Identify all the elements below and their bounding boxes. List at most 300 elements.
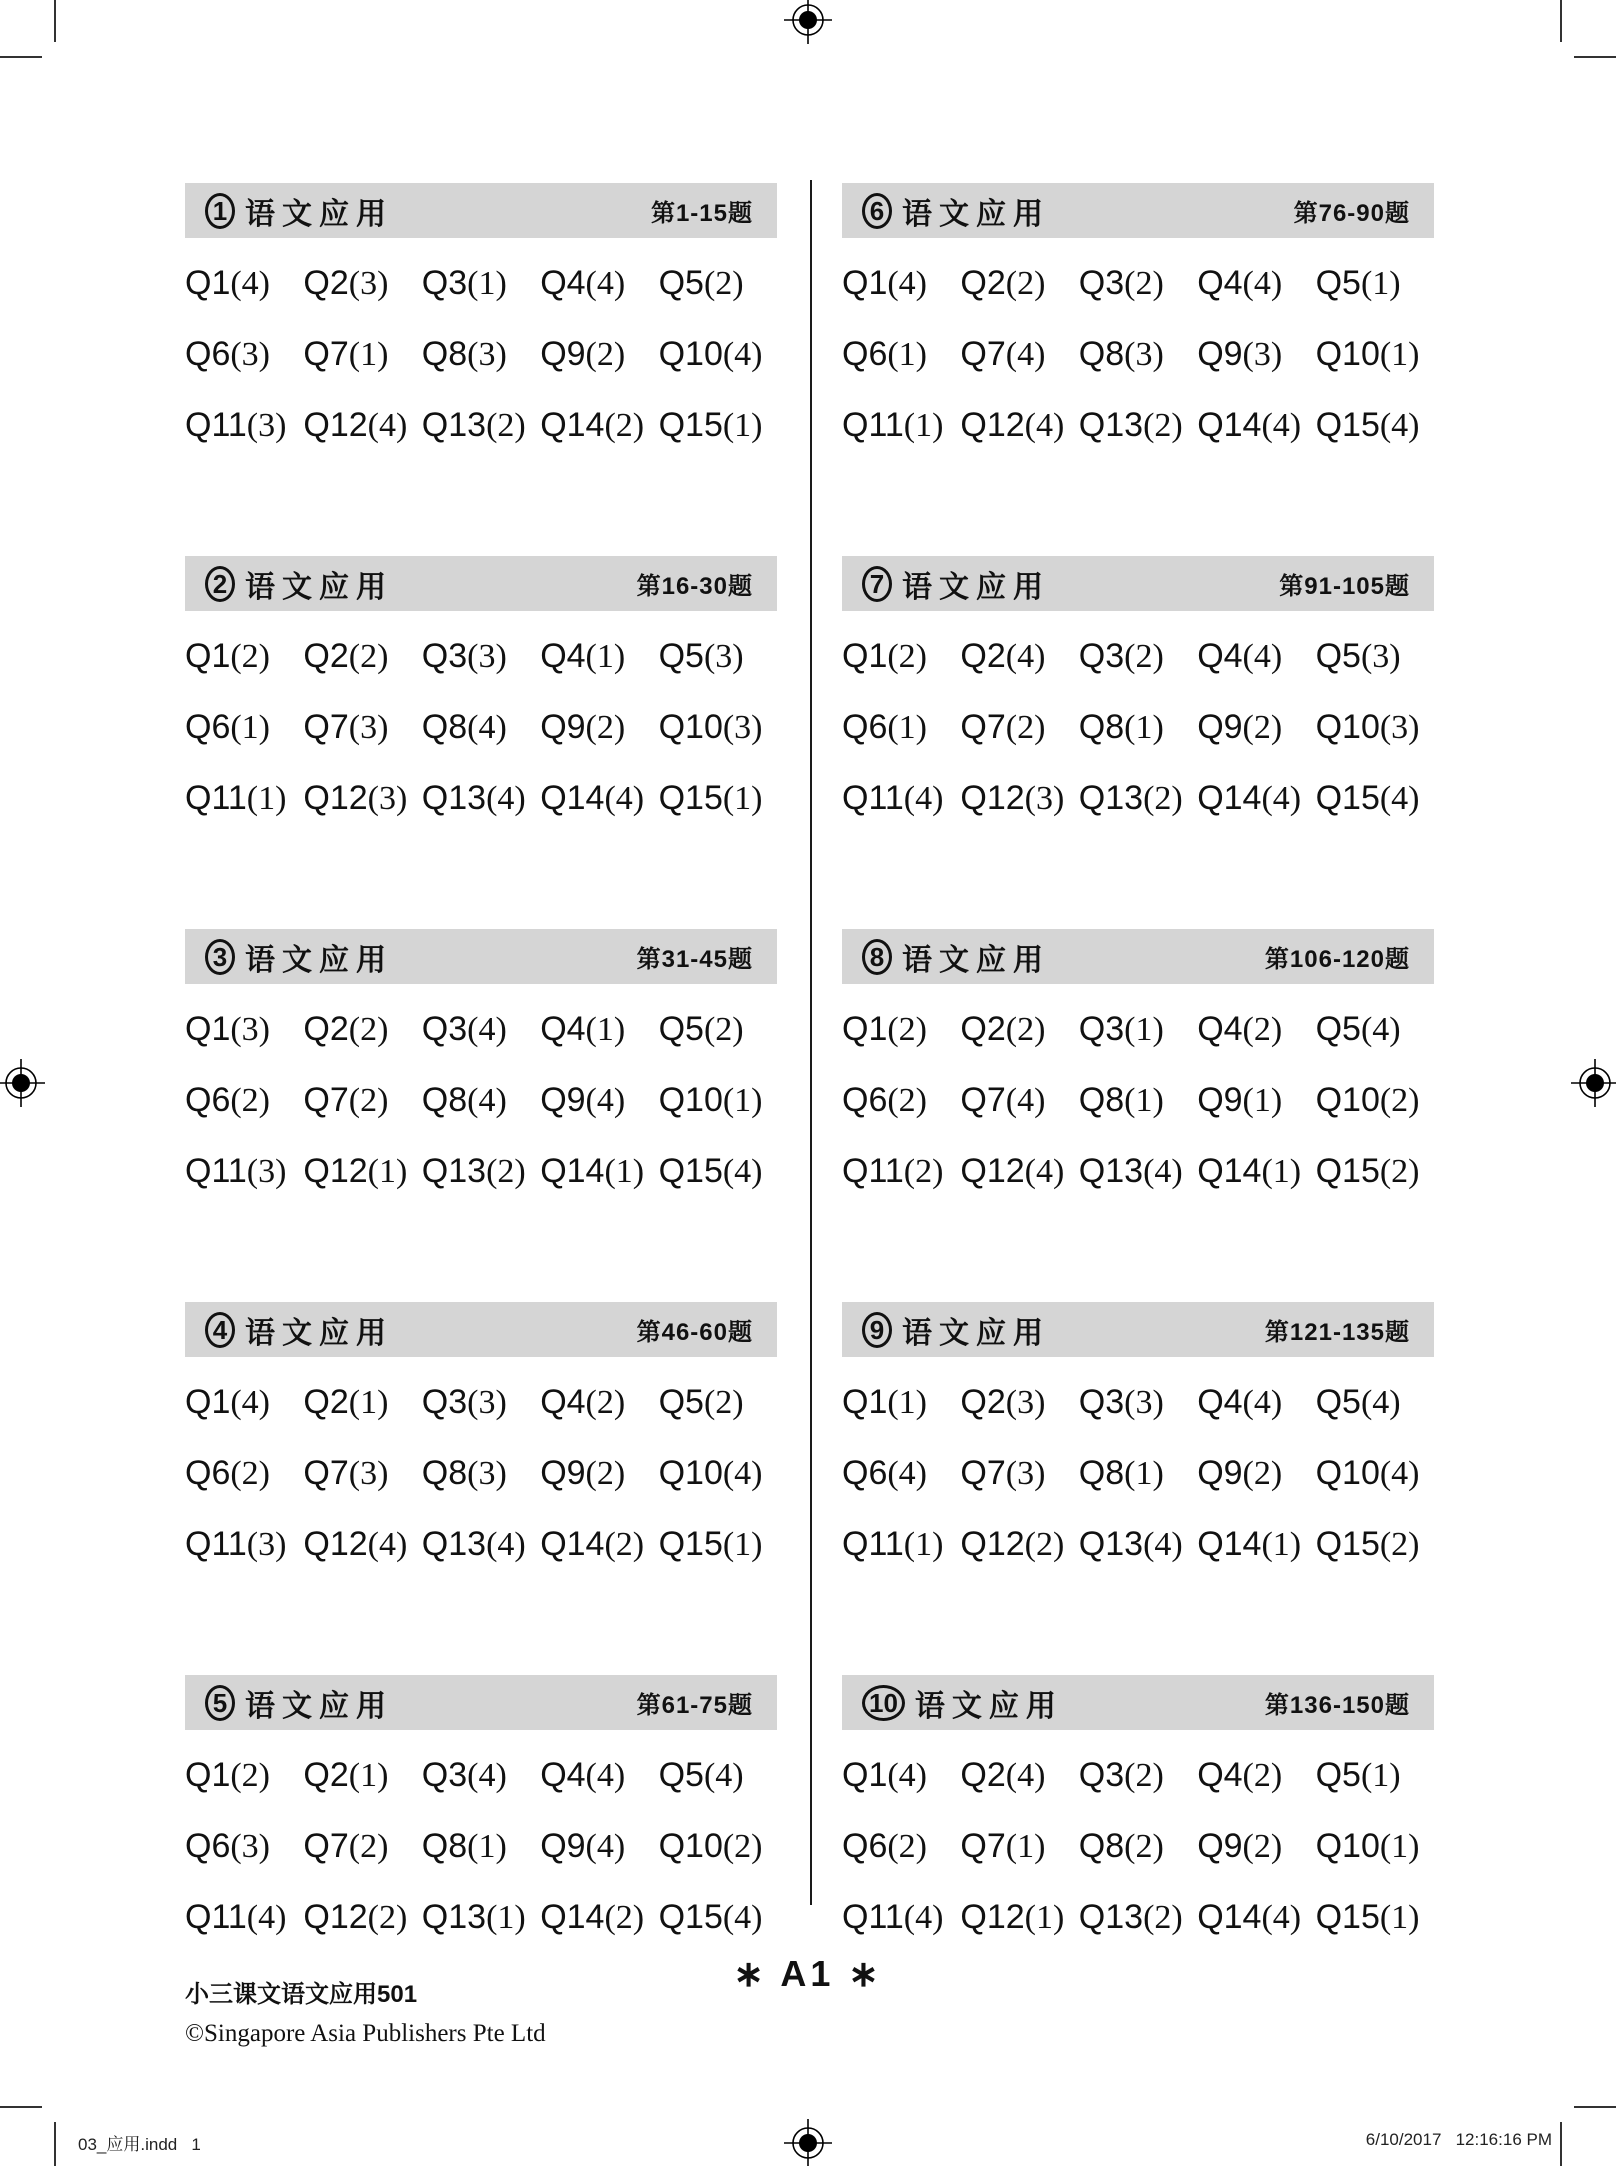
question-label: Q13 — [1078, 1898, 1144, 1936]
answer-value: (3) — [246, 1153, 287, 1190]
answer-cell — [659, 1455, 777, 1492]
answer-value: (2) — [348, 1828, 389, 1865]
question-label: Q5 — [1315, 1383, 1361, 1421]
answer-value: (1) — [722, 1082, 763, 1119]
question-label: Q8 — [1078, 1454, 1125, 1492]
question-label: Q9 — [1197, 335, 1243, 373]
question-label: Q12 — [303, 406, 368, 444]
answer-cell — [303, 1455, 421, 1492]
answer-grid — [842, 638, 1434, 817]
answer-value: (1) — [1242, 1082, 1283, 1119]
answer-cell — [842, 1153, 960, 1190]
question-label: Q10 — [658, 1827, 723, 1865]
answer-value: (2) — [230, 638, 271, 675]
answer-cell — [1316, 1082, 1434, 1119]
answer-cell — [1079, 1757, 1197, 1794]
answer-value: (1) — [348, 1757, 389, 1794]
question-label: Q2 — [303, 1383, 349, 1421]
question-label: Q6 — [185, 1827, 231, 1865]
answer-cell — [1197, 780, 1315, 817]
question-label: Q8 — [421, 1827, 468, 1865]
answer-cell — [1197, 709, 1315, 746]
answer-cell — [842, 1899, 960, 1936]
answer-value: (3) — [348, 1455, 389, 1492]
answer-cell — [185, 638, 303, 675]
answer-value: (2) — [367, 1899, 408, 1936]
question-label: Q5 — [1315, 1010, 1361, 1048]
answer-cell — [1316, 1828, 1434, 1865]
section-header-bar — [842, 556, 1434, 611]
answer-value: (4) — [1360, 1384, 1401, 1421]
question-label: Q11 — [185, 1525, 247, 1563]
answer-value: (2) — [1242, 709, 1283, 746]
question-label: Q10 — [658, 708, 723, 746]
question-label: Q1 — [185, 637, 231, 675]
section-title: 语文应用 — [902, 570, 1050, 604]
question-label: Q7 — [960, 1454, 1006, 1492]
answer-cell — [1079, 1011, 1197, 1048]
answer-value: (1) — [1124, 1082, 1164, 1119]
question-label: Q12 — [960, 1152, 1025, 1190]
answer-value: (4) — [722, 1899, 763, 1936]
answer-value: (4) — [1143, 1526, 1183, 1563]
question-label: Q6 — [185, 708, 231, 746]
question-label: Q10 — [1315, 708, 1380, 746]
answer-value: (2) — [1379, 1153, 1420, 1190]
answer-value: (3) — [348, 709, 389, 746]
answer-cell — [303, 336, 421, 373]
question-label: Q15 — [658, 779, 723, 817]
answer-value: (3) — [1124, 1384, 1164, 1421]
question-label: Q1 — [842, 264, 888, 302]
answer-value: (1) — [585, 1011, 626, 1048]
question-label: Q4 — [540, 1756, 586, 1794]
answer-value: (1) — [903, 1526, 944, 1563]
question-label: Q12 — [303, 1152, 368, 1190]
question-label: Q13 — [1078, 779, 1144, 817]
question-label: Q14 — [540, 1152, 605, 1190]
section-header-bar — [185, 1675, 777, 1730]
answer-value: (1) — [1005, 1828, 1046, 1865]
answer-value: (1) — [1124, 1455, 1164, 1492]
answer-cell — [1079, 1828, 1197, 1865]
answer-cell — [842, 336, 960, 373]
trim-mark — [54, 0, 56, 42]
answer-cell — [1079, 1455, 1197, 1492]
answer-cell — [1079, 1384, 1197, 1421]
answer-cell — [842, 1384, 960, 1421]
answer-cell — [1316, 1526, 1434, 1563]
question-label: Q6 — [842, 708, 888, 746]
answer-cell — [842, 780, 960, 817]
question-label: Q2 — [960, 1010, 1006, 1048]
section-number-badge: 5 — [205, 1685, 235, 1721]
question-label: Q14 — [1197, 1898, 1262, 1936]
question-label: Q9 — [540, 335, 586, 373]
answer-cell — [960, 1153, 1078, 1190]
answer-cell — [659, 1757, 777, 1794]
answer-value: (4) — [1242, 638, 1283, 675]
question-label: Q11 — [842, 1525, 904, 1563]
answer-cell — [1316, 1011, 1434, 1048]
answer-value: (2) — [1143, 1899, 1183, 1936]
answer-cell — [185, 1082, 303, 1119]
answer-value: (1) — [722, 780, 763, 817]
question-label: Q5 — [658, 264, 704, 302]
answer-value: (2) — [887, 1011, 928, 1048]
answer-value: (1) — [1379, 1899, 1420, 1936]
section-title: 语文应用 — [245, 570, 393, 604]
section-number-badge: 7 — [862, 566, 892, 602]
answer-value: (4) — [1143, 1153, 1183, 1190]
answer-value: (4) — [903, 780, 944, 817]
answer-cell — [1316, 1757, 1434, 1794]
answer-cell — [1079, 407, 1197, 444]
answer-cell — [842, 1011, 960, 1048]
answer-cell — [540, 1384, 658, 1421]
answer-key-column-left — [185, 183, 777, 2048]
answer-cell — [422, 336, 540, 373]
answer-cell — [1316, 1899, 1434, 1936]
question-label: Q1 — [185, 1010, 231, 1048]
print-slug-filename: 03_应用.indd 1 — [78, 2135, 201, 2154]
answer-value: (4) — [467, 1082, 507, 1119]
section-number-badge: 4 — [205, 1312, 235, 1348]
answer-cell — [422, 780, 540, 817]
question-label: Q15 — [1315, 779, 1380, 817]
answer-cell — [540, 407, 658, 444]
answer-cell — [659, 638, 777, 675]
question-label: Q6 — [842, 1827, 888, 1865]
answer-cell — [185, 780, 303, 817]
answer-value: (2) — [1242, 1011, 1283, 1048]
answer-value: (2) — [230, 1455, 271, 1492]
answer-cell — [659, 780, 777, 817]
answer-cell — [540, 1082, 658, 1119]
answer-value: (4) — [887, 265, 928, 302]
answer-value: (4) — [722, 1455, 763, 1492]
section-title: 语文应用 — [245, 1316, 393, 1350]
answer-cell — [1316, 336, 1434, 373]
answer-cell — [659, 1828, 777, 1865]
answer-value: (3) — [367, 780, 408, 817]
question-label: Q11 — [185, 1152, 247, 1190]
question-label: Q15 — [658, 1525, 723, 1563]
answer-cell — [1079, 1153, 1197, 1190]
question-label: Q3 — [1078, 1756, 1125, 1794]
answer-cell — [960, 1384, 1078, 1421]
answer-cell — [1316, 638, 1434, 675]
answer-cell — [540, 1757, 658, 1794]
answer-value: (4) — [1261, 407, 1302, 444]
question-label: Q3 — [421, 1756, 468, 1794]
answer-value: (2) — [348, 638, 389, 675]
answer-cell — [1197, 1082, 1315, 1119]
answer-cell — [659, 265, 777, 302]
answer-value: (3) — [703, 638, 744, 675]
trim-mark — [54, 2122, 56, 2166]
question-label: Q13 — [1078, 1525, 1144, 1563]
answer-cell — [422, 1757, 540, 1794]
trim-mark — [0, 2106, 42, 2108]
answer-value: (1) — [230, 709, 271, 746]
registration-target-icon — [1571, 1059, 1616, 1107]
answer-value: (1) — [1124, 1011, 1164, 1048]
answer-value: (1) — [348, 1384, 389, 1421]
answer-value: (1) — [1379, 336, 1420, 373]
question-label: Q10 — [658, 335, 723, 373]
answer-value: (4) — [1024, 407, 1065, 444]
answer-cell — [1316, 265, 1434, 302]
answer-value: (3) — [1242, 336, 1283, 373]
question-label: Q11 — [185, 406, 247, 444]
answer-value: (4) — [585, 1082, 626, 1119]
answer-value: (4) — [486, 780, 526, 817]
answer-cell — [960, 265, 1078, 302]
answer-value: (4) — [887, 1455, 928, 1492]
question-label: Q8 — [421, 1081, 468, 1119]
answer-cell — [185, 1455, 303, 1492]
answer-cell — [960, 638, 1078, 675]
answer-cell — [303, 638, 421, 675]
answer-value: (3) — [246, 407, 287, 444]
question-label: Q11 — [842, 1152, 904, 1190]
answer-value: (4) — [1005, 336, 1046, 373]
question-label: Q4 — [540, 637, 586, 675]
answer-value: (1) — [486, 1899, 526, 1936]
answer-value: (2) — [722, 1828, 763, 1865]
section-question-range: 第16-30题 — [636, 573, 753, 600]
answer-cell — [185, 336, 303, 373]
answer-cell — [960, 407, 1078, 444]
answer-cell — [1197, 1899, 1315, 1936]
answer-cell — [1079, 1082, 1197, 1119]
answer-cell — [659, 1899, 777, 1936]
question-label: Q2 — [303, 264, 349, 302]
question-label: Q9 — [1197, 1827, 1243, 1865]
answer-cell — [960, 1455, 1078, 1492]
answer-key-section — [185, 183, 777, 444]
page-number-mark: ∗ A1 ∗ — [733, 1953, 883, 1994]
section-question-range: 第46-60题 — [636, 1319, 753, 1346]
answer-value: (1) — [1360, 265, 1401, 302]
answer-cell — [1079, 265, 1197, 302]
answer-cell — [540, 1828, 658, 1865]
answer-cell — [1197, 1011, 1315, 1048]
answer-cell — [842, 1082, 960, 1119]
section-header-bar — [842, 1302, 1434, 1357]
answer-value: (2) — [1242, 1455, 1283, 1492]
answer-value: (2) — [1124, 265, 1164, 302]
question-label: Q10 — [1315, 335, 1380, 373]
answer-cell — [422, 1384, 540, 1421]
answer-cell — [960, 709, 1078, 746]
answer-value: (2) — [348, 1011, 389, 1048]
section-title: 语文应用 — [902, 1316, 1050, 1350]
question-label: Q2 — [960, 264, 1006, 302]
section-header-bar — [842, 1675, 1434, 1730]
section-question-range: 第136-150题 — [1264, 1692, 1410, 1719]
question-label: Q4 — [1197, 264, 1243, 302]
answer-cell — [540, 336, 658, 373]
question-label: Q10 — [1315, 1081, 1380, 1119]
answer-value: (2) — [585, 336, 626, 373]
answer-value: (2) — [887, 1082, 928, 1119]
answer-cell — [185, 1899, 303, 1936]
question-label: Q3 — [1078, 637, 1125, 675]
question-label: Q15 — [1315, 1152, 1380, 1190]
question-label: Q1 — [185, 1756, 231, 1794]
answer-grid — [185, 638, 777, 817]
answer-cell — [1316, 780, 1434, 817]
answer-cell — [1197, 1153, 1315, 1190]
answer-value: (1) — [1379, 1828, 1420, 1865]
answer-value: (2) — [1005, 709, 1046, 746]
answer-cell — [422, 407, 540, 444]
answer-value: (4) — [1379, 407, 1420, 444]
answer-value: (2) — [1143, 780, 1183, 817]
answer-value: (3) — [348, 265, 389, 302]
question-label: Q8 — [421, 335, 468, 373]
question-label: Q6 — [185, 335, 231, 373]
question-label: Q3 — [421, 1383, 468, 1421]
answer-value: (1) — [585, 638, 626, 675]
question-label: Q4 — [1197, 1756, 1243, 1794]
answer-value: (3) — [467, 1384, 507, 1421]
answer-value: (3) — [467, 1455, 507, 1492]
question-label: Q3 — [1078, 1010, 1125, 1048]
section-title: 语文应用 — [245, 943, 393, 977]
question-label: Q12 — [960, 1525, 1025, 1563]
answer-key-section — [842, 929, 1434, 1190]
answer-cell — [659, 1384, 777, 1421]
answer-value: (4) — [230, 265, 271, 302]
question-label: Q7 — [960, 1081, 1006, 1119]
answer-cell — [659, 336, 777, 373]
question-label: Q12 — [303, 1898, 368, 1936]
question-label: Q9 — [540, 1454, 586, 1492]
section-question-range: 第106-120题 — [1264, 946, 1410, 973]
question-label: Q1 — [185, 1383, 231, 1421]
answer-value: (4) — [903, 1899, 944, 1936]
section-header-bar — [185, 556, 777, 611]
answer-value: (1) — [246, 780, 287, 817]
answer-value: (2) — [230, 1757, 271, 1794]
answer-value: (1) — [604, 1153, 645, 1190]
question-label: Q3 — [1078, 1383, 1125, 1421]
question-label: Q2 — [303, 637, 349, 675]
question-label: Q10 — [658, 1454, 723, 1492]
answer-grid — [842, 1757, 1434, 1936]
question-label: Q7 — [303, 708, 349, 746]
answer-value: (2) — [1379, 1082, 1420, 1119]
answer-cell — [185, 1011, 303, 1048]
question-label: Q14 — [540, 1525, 605, 1563]
answer-key-section — [185, 556, 777, 817]
question-label: Q12 — [960, 406, 1025, 444]
answer-value: (1) — [1124, 709, 1164, 746]
section-question-range: 第91-105题 — [1279, 573, 1410, 600]
question-label: Q8 — [421, 1454, 468, 1492]
answer-cell — [540, 780, 658, 817]
answer-cell — [540, 1455, 658, 1492]
section-header-bar — [185, 929, 777, 984]
answer-cell — [303, 1526, 421, 1563]
answer-cell — [303, 709, 421, 746]
answer-cell — [540, 709, 658, 746]
answer-cell — [185, 1828, 303, 1865]
answer-value: (3) — [230, 1011, 271, 1048]
answer-cell — [842, 1828, 960, 1865]
answer-value: (4) — [367, 1526, 408, 1563]
question-label: Q2 — [960, 637, 1006, 675]
answer-cell — [422, 1011, 540, 1048]
answer-value: (4) — [585, 1757, 626, 1794]
answer-cell — [960, 336, 1078, 373]
answer-key-section — [842, 183, 1434, 444]
section-header-bar — [842, 929, 1434, 984]
question-label: Q5 — [658, 1383, 704, 1421]
question-label: Q3 — [421, 637, 468, 675]
answer-value: (4) — [246, 1899, 287, 1936]
answer-value: (1) — [722, 407, 763, 444]
answer-cell — [303, 780, 421, 817]
answer-cell — [303, 1153, 421, 1190]
answer-value: (4) — [887, 1757, 928, 1794]
answer-value: (2) — [903, 1153, 944, 1190]
answer-value: (2) — [486, 407, 526, 444]
answer-cell — [422, 1526, 540, 1563]
question-label: Q5 — [1315, 1756, 1361, 1794]
answer-cell — [185, 1757, 303, 1794]
section-question-range: 第61-75题 — [636, 1692, 753, 1719]
answer-cell — [1197, 1828, 1315, 1865]
answer-value: (1) — [348, 336, 389, 373]
trim-mark — [0, 56, 42, 58]
answer-value: (3) — [1124, 336, 1164, 373]
question-label: Q11 — [185, 779, 247, 817]
question-label: Q7 — [960, 708, 1006, 746]
answer-cell — [422, 1899, 540, 1936]
answer-key-section — [185, 1675, 777, 1936]
question-label: Q15 — [658, 1898, 723, 1936]
question-label: Q6 — [842, 335, 888, 373]
answer-value: (2) — [585, 1384, 626, 1421]
answer-value: (4) — [467, 709, 507, 746]
answer-value: (3) — [1024, 780, 1065, 817]
answer-cell — [1197, 1384, 1315, 1421]
answer-value: (3) — [1005, 1455, 1046, 1492]
answer-cell — [185, 709, 303, 746]
answer-cell — [659, 1082, 777, 1119]
question-label: Q9 — [540, 1081, 586, 1119]
question-label: Q14 — [540, 406, 605, 444]
answer-cell — [303, 1757, 421, 1794]
question-label: Q3 — [421, 264, 468, 302]
question-label: Q15 — [1315, 406, 1380, 444]
question-label: Q12 — [960, 779, 1025, 817]
section-title: 语文应用 — [914, 1689, 1063, 1723]
answer-cell — [960, 1082, 1078, 1119]
section-number-badge: 1 — [205, 193, 235, 229]
question-label: Q10 — [1315, 1827, 1380, 1865]
question-label: Q7 — [303, 335, 349, 373]
question-label: Q6 — [842, 1081, 888, 1119]
print-slug-timestamp: 6/10/2017 12:16:16 PM — [1365, 2130, 1552, 2149]
answer-cell — [1197, 1526, 1315, 1563]
question-label: Q7 — [303, 1081, 349, 1119]
answer-cell — [1197, 407, 1315, 444]
